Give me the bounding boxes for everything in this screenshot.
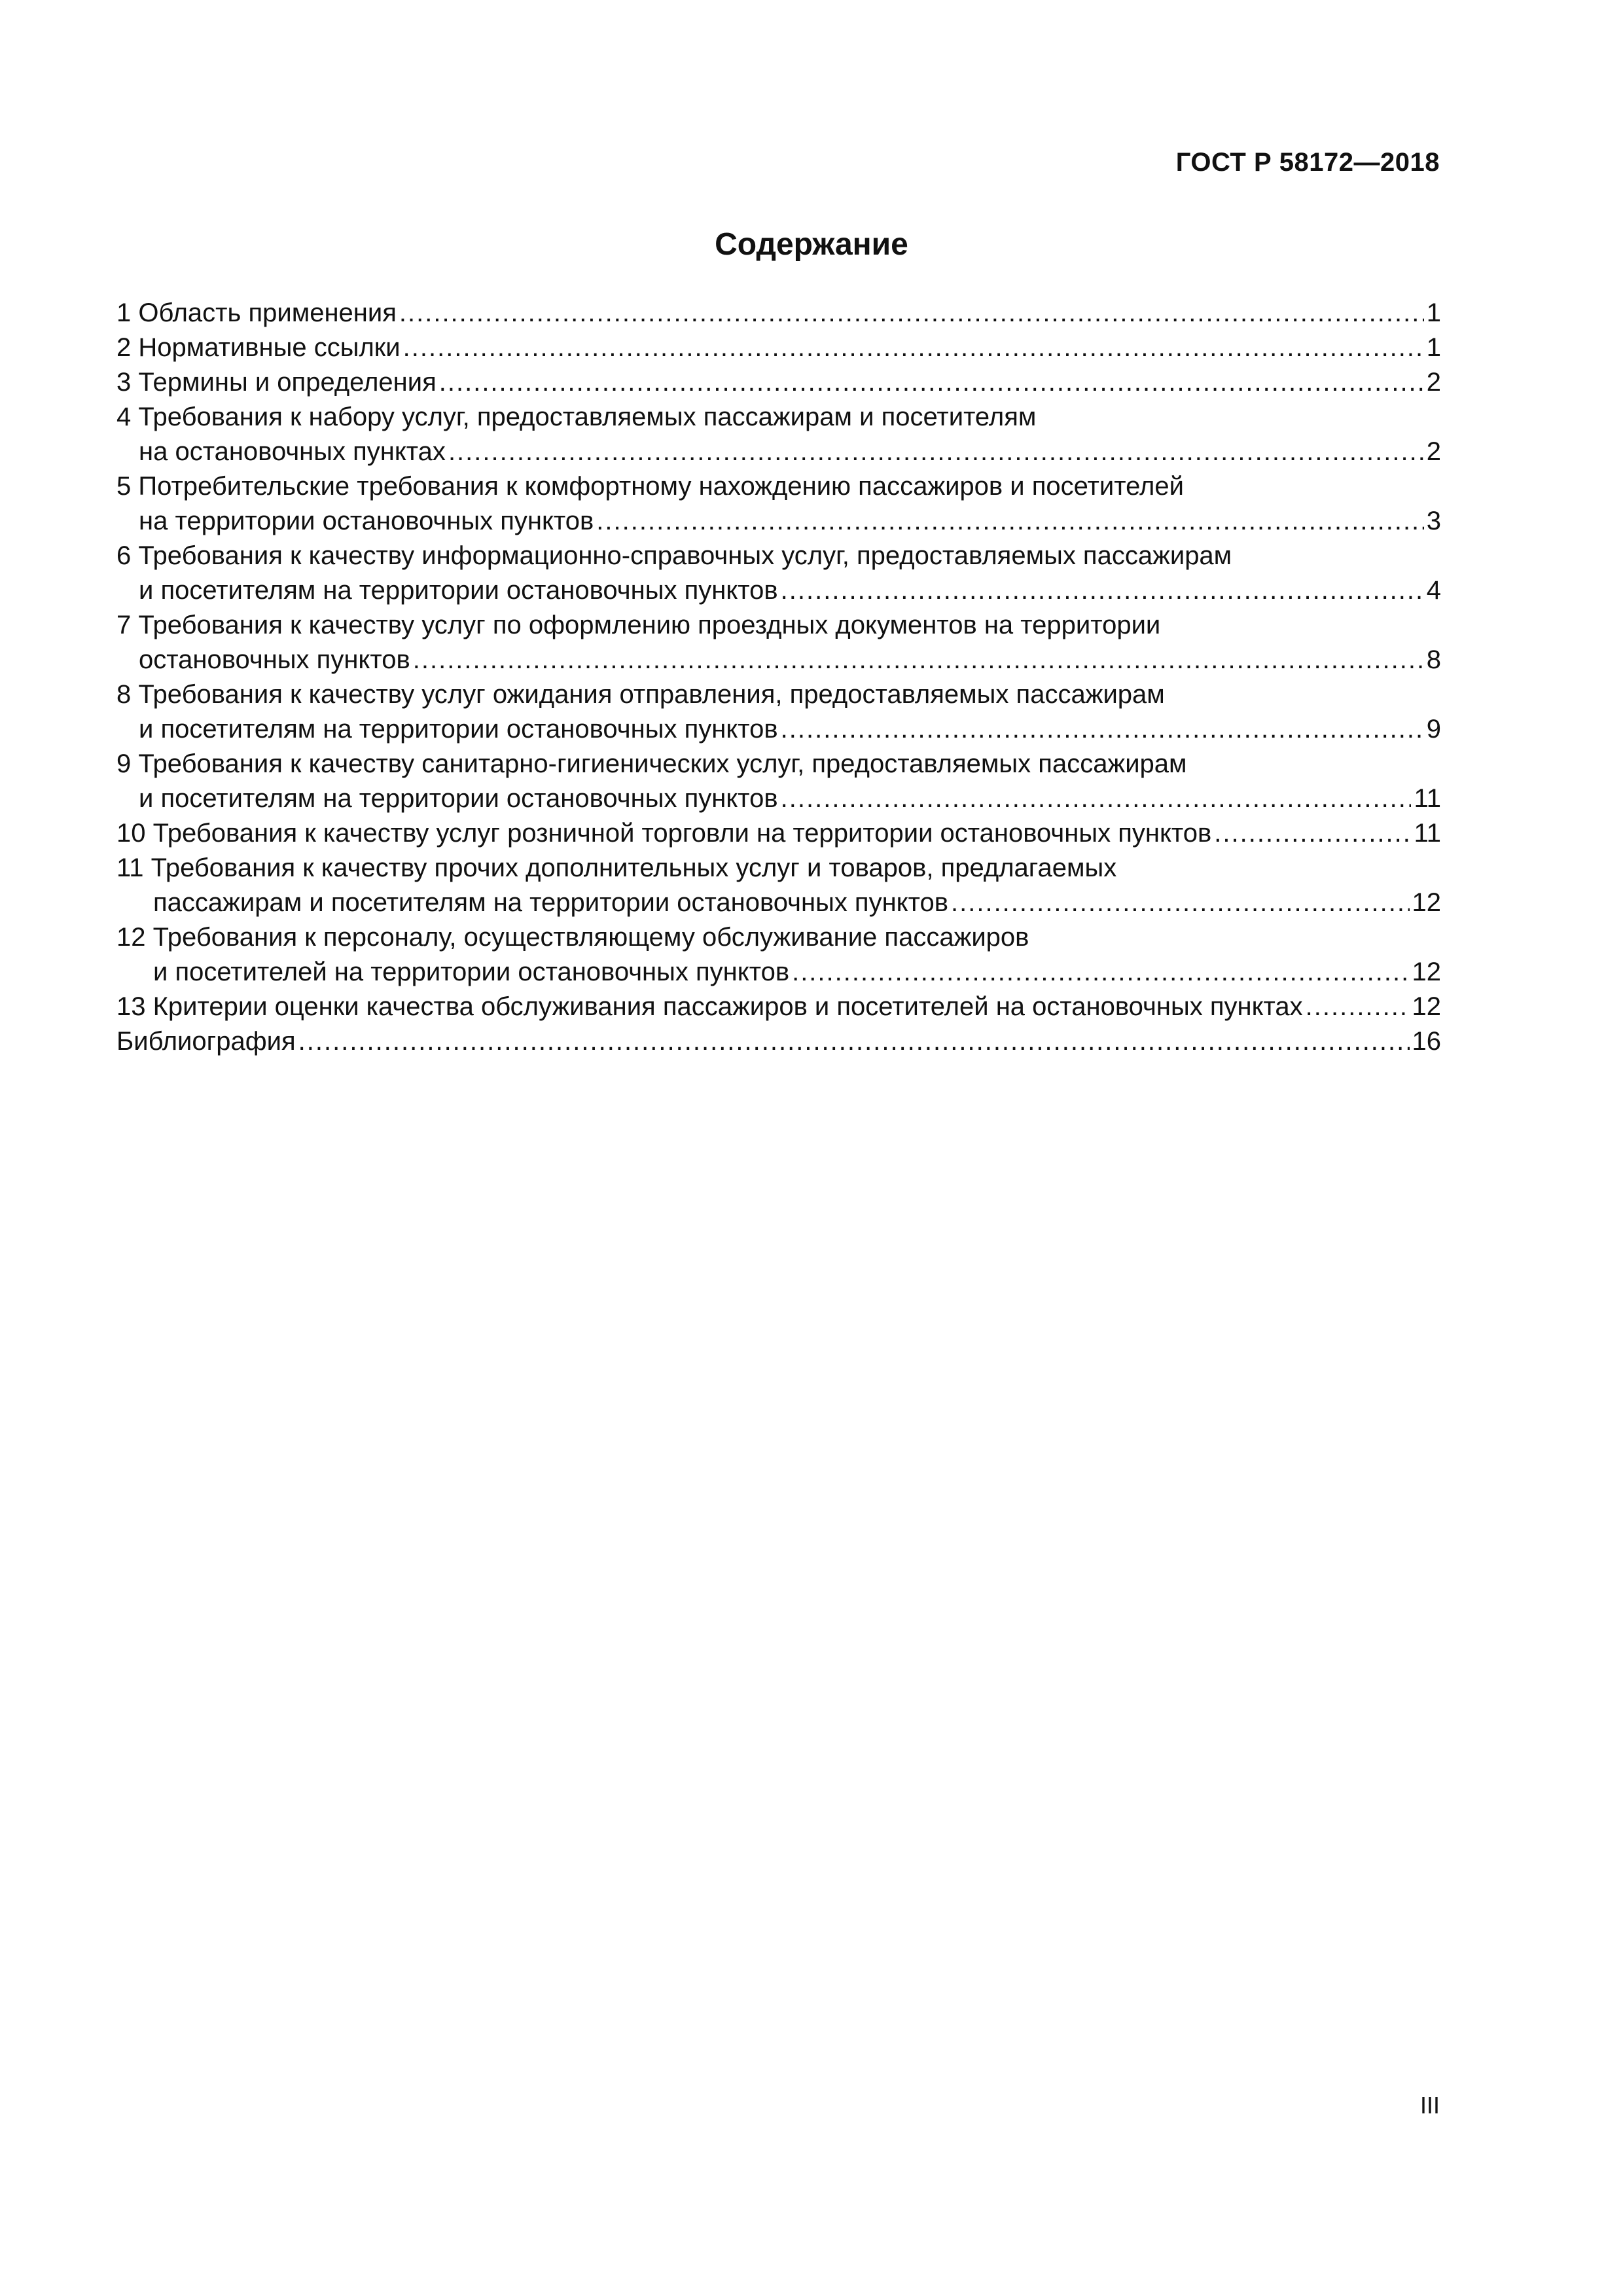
toc-page-number: 2 — [1426, 368, 1441, 397]
leader-dots — [439, 365, 1424, 400]
toc-entry-text: 1 Область применения — [116, 298, 397, 327]
toc-entry-text-continued: на территории остановочных пунктов — [139, 507, 594, 535]
toc-page-number: 12 — [1412, 888, 1441, 917]
toc-entry-4[interactable] — [116, 400, 1441, 469]
toc-page-number: 1 — [1426, 333, 1441, 362]
toc-entry-text: 2 Нормативные ссылки — [116, 333, 401, 362]
toc-page-number: 12 — [1412, 992, 1441, 1021]
toc-entry-text: 12 Требования к персоналу, осуществляющему обслуживание пассажиров — [116, 923, 1029, 952]
toc-entry-7[interactable] — [116, 608, 1441, 677]
toc-page-number: 2 — [1426, 437, 1441, 466]
toc-entry-3[interactable] — [116, 365, 1441, 400]
toc-page-number: 11 — [1414, 784, 1441, 813]
toc-entry-text: 11 Требования к качеству прочих дополнительных услуг и товаров, предлагаемых — [116, 853, 1117, 882]
toc-page-number: 16 — [1412, 1027, 1441, 1056]
leader-dots — [298, 1024, 1410, 1059]
leader-dots — [781, 712, 1424, 747]
leader-dots — [951, 886, 1410, 920]
toc-entry-text: 8 Требования к качеству услуг ожидания отправления, предоставляемых пассажирам — [116, 680, 1165, 709]
toc-entry-text: 6 Требования к качеству информационно-справочных услуг, предоставляемых пассажирам — [116, 541, 1232, 570]
leader-dots — [596, 504, 1423, 539]
toc-page-number: 1 — [1426, 298, 1441, 327]
toc-entry-bibliography[interactable] — [116, 1024, 1441, 1059]
toc-entry-text-continued: и посетителей на территории остановочных пунктов — [153, 958, 790, 986]
toc-entry-text-continued: и посетителям на территории остановочных пунктов — [139, 784, 778, 813]
toc-entry-9[interactable] — [116, 747, 1441, 816]
toc-entry-text: 10 Требования к качеству услуг розничной торговли на территории остановочных пунктов — [116, 819, 1212, 848]
toc-entry-text-continued: и посетителям на территории остановочных пунктов — [139, 576, 778, 605]
toc-page-number: 12 — [1412, 958, 1441, 986]
toc-entry-text-continued: пассажирам и посетителям на территории остановочных пунктов — [153, 888, 948, 917]
toc-entry-13[interactable] — [116, 990, 1441, 1024]
leader-dots — [1214, 816, 1411, 851]
toc-entry-text: 4 Требования к набору услуг, предоставляемых пассажирам и посетителям — [116, 403, 1037, 431]
toc-entry-11[interactable] — [116, 851, 1441, 920]
leader-dots — [399, 296, 1424, 331]
toc-title: Содержание — [715, 227, 908, 262]
toc-entry-2[interactable] — [116, 331, 1441, 365]
leader-dots — [403, 331, 1424, 365]
leader-dots — [781, 781, 1412, 816]
toc-page-number: 4 — [1426, 576, 1441, 605]
toc-entry-text: 5 Потребительские требования к комфортному нахождению пассажиров и посетителей — [116, 472, 1184, 501]
toc-entry-text-continued: и посетителям на территории остановочных пунктов — [139, 715, 778, 744]
leader-dots — [792, 955, 1409, 990]
leader-dots — [413, 643, 1424, 677]
toc-entry-text: 7 Требования к качеству услуг по оформлению проездных документов на территории — [116, 611, 1161, 639]
table-of-contents — [116, 296, 1441, 1059]
document-code: ГОСТ Р 58172—2018 — [1175, 148, 1440, 177]
toc-entry-text-continued: остановочных пунктов — [139, 645, 410, 674]
toc-entry-text: 13 Критерии оценки качества обслуживания пассажиров и посетителей на остановочных пунктах — [116, 992, 1303, 1021]
toc-page-number: 8 — [1426, 645, 1441, 674]
toc-entry-1[interactable] — [116, 296, 1441, 331]
leader-dots — [448, 435, 1424, 469]
toc-entry-text: 9 Требования к качеству санитарно-гигиенических услуг, предоставляемых пассажирам — [116, 749, 1187, 778]
toc-entry-text-continued: на остановочных пунктах — [139, 437, 446, 466]
toc-entry-6[interactable] — [116, 539, 1441, 608]
toc-page-number: 11 — [1414, 819, 1441, 848]
toc-entry-text: Библиография — [116, 1027, 296, 1056]
toc-page-number: 3 — [1426, 507, 1441, 535]
toc-entry-5[interactable] — [116, 469, 1441, 539]
page-number: III — [1419, 2092, 1440, 2119]
toc-page-number: 9 — [1426, 715, 1441, 744]
toc-entry-8[interactable] — [116, 677, 1441, 747]
leader-dots — [1306, 990, 1410, 1024]
toc-entry-10[interactable] — [116, 816, 1441, 851]
toc-entry-12[interactable] — [116, 920, 1441, 990]
toc-entry-text: 3 Термины и определения — [116, 368, 437, 397]
leader-dots — [781, 573, 1424, 608]
